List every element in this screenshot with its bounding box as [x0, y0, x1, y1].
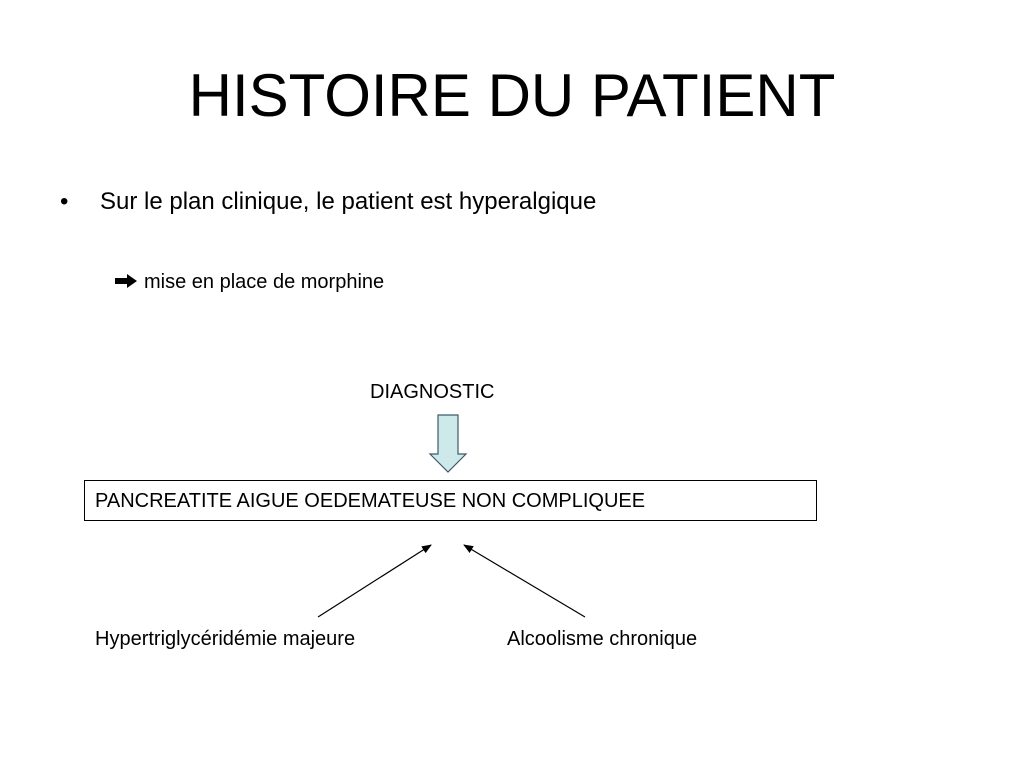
diagnostic-label: DIAGNOSTIC	[370, 381, 495, 403]
cause-label-left: Hypertriglycéridémie majeure	[95, 628, 356, 650]
sub-point-text: mise en place de morphine	[144, 271, 385, 293]
slide-title: HISTOIRE DU PATIENT	[188, 62, 836, 129]
sub-point	[114, 268, 384, 296]
bullet-text: Sur le plan clinique, le patient est hyperalgique	[100, 188, 597, 215]
left-cause-arrow	[318, 545, 431, 617]
cause-label-right: Alcoolisme chronique	[507, 628, 698, 650]
right-cause-arrow	[464, 545, 585, 617]
diagnosis-box: PANCREATITE AIGUE OEDEMATEUSE NON COMPLIQUEE	[84, 480, 817, 521]
bullet-symbol: •	[60, 188, 69, 215]
down-block-arrow-icon	[428, 414, 468, 474]
right-arrow-icon	[114, 273, 138, 289]
